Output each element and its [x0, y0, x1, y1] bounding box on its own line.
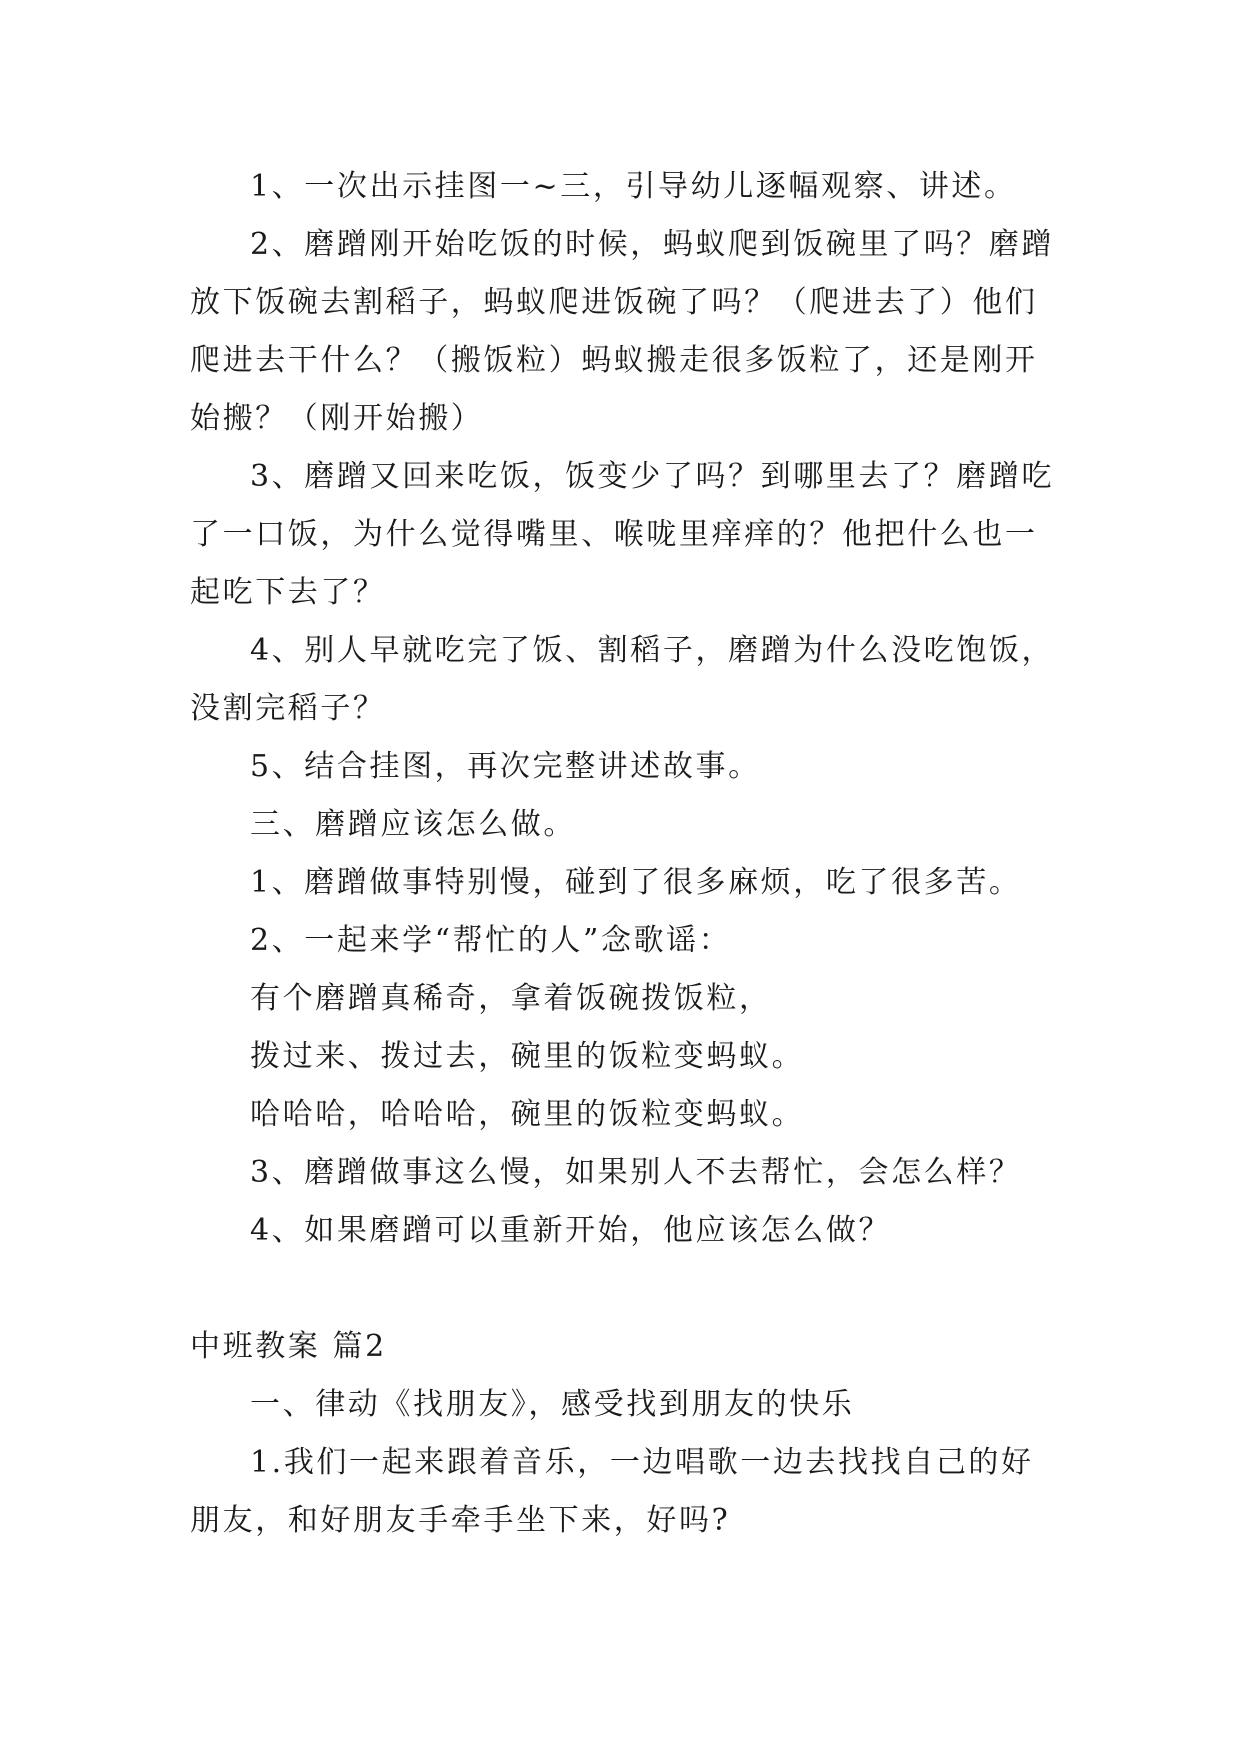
paragraph: 5、结合挂图，再次完整讲述故事。 — [250, 749, 761, 784]
paragraph: 4、如果磨蹭可以重新开始，他应该怎么做？ — [250, 1213, 892, 1248]
paragraph: 3、磨蹭做事这么慢，如果别人不去帮忙，会怎么样？ — [250, 1155, 1022, 1190]
verse-line: 拨过来、拨过去，碗里的饭粒变蚂蚁。 — [250, 1039, 805, 1074]
document-body — [190, 158, 1060, 1550]
verse-line: 有个磨蹭真稀奇，拿着饭碗拨饭粒， — [250, 981, 772, 1016]
paragraph: 2、一起来学“帮忙的人”念歌谣： — [250, 923, 732, 958]
paragraph: 1.我们一起来跟着音乐，一边唱歌一边去找找自己的好朋友，和好朋友手牵手坐下来，好吗? — [190, 1445, 1034, 1538]
paragraph: 1、磨蹭做事特别慢，碰到了很多麻烦，吃了很多苦。 — [250, 865, 1022, 900]
lesson-title: 中班教案 篇2 — [190, 1329, 387, 1364]
paragraph: 4、别人早就吃完了饭、割稻子，磨蹭为什么没吃饱饭，没割完稻子？ — [190, 633, 1055, 726]
spacer — [190, 1260, 1060, 1318]
paragraph: 1、一次出示挂图一~三，引导幼儿逐幅观察、讲述。 — [250, 169, 1017, 204]
verse-line: 哈哈哈，哈哈哈，碗里的饭粒变蚂蚁。 — [250, 1097, 805, 1132]
section-heading: 三、磨蹭应该怎么做。 — [250, 807, 576, 842]
paragraph: 2、磨蹭刚开始吃饭的时候，蚂蚁爬到饭碗里了吗？磨蹭放下饭碗去割稻子，蚂蚁爬进饭碗了吗？（爬进去了）他们爬进去干什么？（搬饭粒）蚂蚁搬走很多饭粒了，还是刚开始搬？（刚开始搬） — [190, 227, 1055, 436]
section-heading: 一、律动《找朋友》，感受找到朋友的快乐 — [250, 1387, 855, 1422]
paragraph: 3、磨蹭又回来吃饭，饭变少了吗？到哪里去了？磨蹭吃了一口饭，为什么觉得嘴里、喉咙里痒痒的？他把什么也一起吃下去了？ — [190, 459, 1055, 610]
